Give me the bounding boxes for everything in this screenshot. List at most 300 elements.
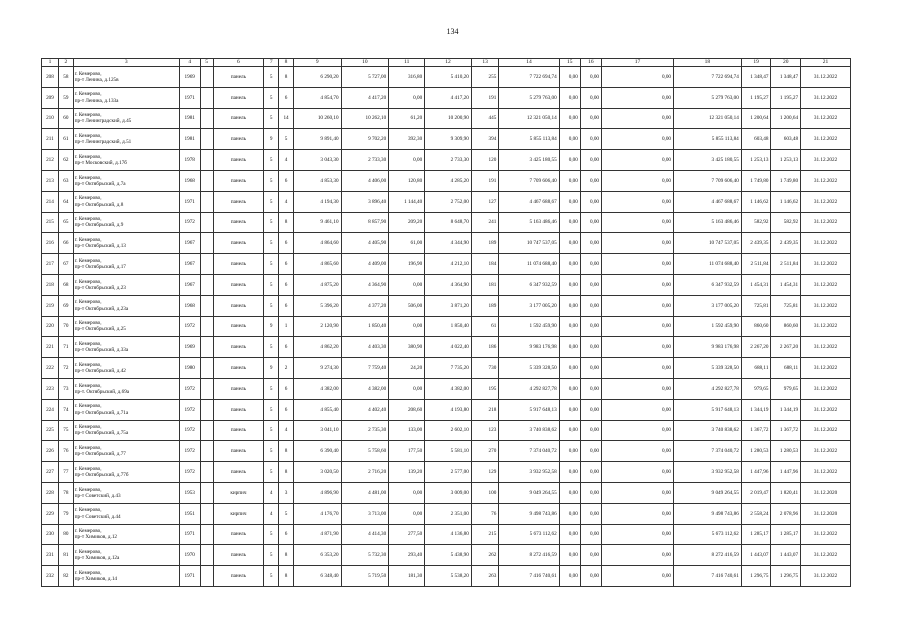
year-built-cell: 1972 xyxy=(179,441,200,462)
max-unit-cost-cell: 979,65 xyxy=(771,378,801,399)
residential-area-cell: 4 481,00 xyxy=(341,482,389,503)
total-area-cell: 4 875,20 xyxy=(293,274,341,295)
address-city: г. Кемерово, xyxy=(74,91,102,98)
row-index-cell: 231 xyxy=(42,545,59,566)
wall-material-cell: панель xyxy=(213,378,264,399)
max-unit-cost-cell: 1 280,53 xyxy=(771,441,801,462)
floors-cell: 5 xyxy=(264,441,279,462)
residential-area-cell: 4 382,00 xyxy=(341,378,389,399)
apartments-area-cell: 5 538,20 xyxy=(425,566,472,587)
column-number-header: 5 xyxy=(200,59,213,67)
total-cost-cell: 6 347 932,59 xyxy=(499,274,559,295)
wall-material-cell: панель xyxy=(213,295,264,316)
floors-cell: 5 xyxy=(264,191,279,212)
table-row xyxy=(42,399,851,420)
entrances-cell: 5 xyxy=(279,503,294,524)
address-street: пр-т Химиков, д.12а xyxy=(74,555,120,562)
residential-area-cell: 5 732,30 xyxy=(341,545,389,566)
nonresidential-area-cell: 0,00 xyxy=(389,503,425,524)
total-cost-cell: 5 673 112,62 xyxy=(499,524,559,545)
deadline-cell: 31.12.2022 xyxy=(801,566,851,587)
apartments-area-cell: 2 733,30 xyxy=(425,150,472,171)
deadline-cell: 31.12.2022 xyxy=(801,67,851,88)
row-index-cell: 213 xyxy=(42,170,59,191)
blank-column-cell xyxy=(200,191,213,212)
year-built-cell: 1972 xyxy=(179,462,200,483)
cost-local-cell: 0,00 xyxy=(602,441,674,462)
address-city: г. Кемерово, xyxy=(74,465,102,472)
wall-material-cell: панель xyxy=(213,441,264,462)
wall-material-cell: панель xyxy=(213,67,264,88)
max-unit-cost-cell: 1 749,80 xyxy=(771,170,801,191)
cost-local-cell: 0,00 xyxy=(602,295,674,316)
cost-owners-cell: 7 416 740,61 xyxy=(674,566,742,587)
address-cell xyxy=(73,274,179,295)
floors-cell: 5 xyxy=(264,254,279,275)
max-unit-cost-cell: 1 195,27 xyxy=(771,87,801,108)
column-number-header: 16 xyxy=(580,59,601,67)
residential-area-cell: 1 850,40 xyxy=(341,316,389,337)
apartments-area-cell: 2 351,00 xyxy=(425,503,472,524)
cost-regional-cell: 0,00 xyxy=(580,191,601,212)
wall-material-cell: панель xyxy=(213,358,264,379)
residents-cell: 263 xyxy=(471,566,499,587)
column-number-header: 18 xyxy=(674,59,742,67)
address-street: пр-т Ленинградский, д.45 xyxy=(74,118,132,125)
address-city: г. Кемерово, xyxy=(74,403,102,410)
row-index-cell: 214 xyxy=(42,191,59,212)
entrances-cell: 4 xyxy=(279,191,294,212)
address-city: г. Кемерово, xyxy=(74,528,102,535)
house-number-cell: 70 xyxy=(58,316,73,337)
table-row xyxy=(42,524,851,545)
cost-owners-cell: 5 855 113,84 xyxy=(674,129,742,150)
address-cell xyxy=(73,295,179,316)
cost-local-cell: 0,00 xyxy=(602,129,674,150)
entrances-cell: 6 xyxy=(279,170,294,191)
wall-material-cell: панель xyxy=(213,420,264,441)
table-row xyxy=(42,212,851,233)
blank-column-cell xyxy=(200,358,213,379)
entrances-cell: 6 xyxy=(279,274,294,295)
address-street: пр-т Октябрьский, д.25 xyxy=(74,326,126,333)
row-index-cell: 232 xyxy=(42,566,59,587)
house-number-cell: 62 xyxy=(58,150,73,171)
floors-cell: 5 xyxy=(264,170,279,191)
max-unit-cost-cell: 603,48 xyxy=(771,129,801,150)
year-built-cell: 1967 xyxy=(179,274,200,295)
floors-cell: 5 xyxy=(264,233,279,254)
residents-cell: 100 xyxy=(471,482,499,503)
total-cost-cell: 11 074 688,40 xyxy=(499,254,559,275)
row-index-cell: 212 xyxy=(42,150,59,171)
blank-column-cell xyxy=(200,378,213,399)
nonresidential-area-cell: 0,00 xyxy=(389,87,425,108)
nonresidential-area-cell: 120,80 xyxy=(389,170,425,191)
entrances-cell: 4 xyxy=(279,150,294,171)
column-number-header: 17 xyxy=(602,59,674,67)
deadline-cell: 31.12.2022 xyxy=(801,129,851,150)
wall-material-cell: панель xyxy=(213,212,264,233)
row-index-cell: 221 xyxy=(42,337,59,358)
cost-federal-cell: 0,00 xyxy=(559,67,580,88)
column-number-header: 14 xyxy=(499,59,559,67)
row-index-cell: 222 xyxy=(42,358,59,379)
address-city: г. Кемерово, xyxy=(74,112,102,119)
apartments-area-cell: 8 648,70 xyxy=(425,212,472,233)
year-built-cell: 1972 xyxy=(179,212,200,233)
cost-regional-cell: 0,00 xyxy=(580,129,601,150)
address-street: пр-т Октябрьский, д.33а xyxy=(74,347,129,354)
max-unit-cost-cell: 1 454,31 xyxy=(771,274,801,295)
blank-column-cell xyxy=(200,129,213,150)
residents-cell: 76 xyxy=(471,503,499,524)
house-number-cell: 67 xyxy=(58,254,73,275)
deadline-cell: 31.12.2022 xyxy=(801,170,851,191)
row-index-cell: 217 xyxy=(42,254,59,275)
row-index-cell: 209 xyxy=(42,87,59,108)
year-built-cell: 1971 xyxy=(179,524,200,545)
house-number-cell: 65 xyxy=(58,212,73,233)
cost-owners-cell: 7 722 694,74 xyxy=(674,67,742,88)
residents-cell: 191 xyxy=(471,87,499,108)
column-number-header: 9 xyxy=(293,59,341,67)
total-area-cell: 4 855,40 xyxy=(293,399,341,420)
table-row xyxy=(42,441,851,462)
floors-cell: 5 xyxy=(264,87,279,108)
year-built-cell: 1981 xyxy=(179,129,200,150)
wall-material-cell: панель xyxy=(213,233,264,254)
cost-federal-cell: 0,00 xyxy=(559,129,580,150)
cost-local-cell: 0,00 xyxy=(602,503,674,524)
column-number-header: 10 xyxy=(341,59,389,67)
cost-owners-cell: 5 917 648,13 xyxy=(674,399,742,420)
cost-local-cell: 0,00 xyxy=(602,545,674,566)
unit-cost-cell: 725,81 xyxy=(741,295,771,316)
unit-cost-cell: 1 367,72 xyxy=(741,420,771,441)
nonresidential-area-cell: 316,80 xyxy=(389,67,425,88)
row-index-cell: 230 xyxy=(42,524,59,545)
residential-area-cell: 3 713,00 xyxy=(341,503,389,524)
cost-local-cell: 0,00 xyxy=(602,566,674,587)
cost-federal-cell: 0,00 xyxy=(559,316,580,337)
cost-owners-cell: 7 709 606,40 xyxy=(674,170,742,191)
cost-owners-cell: 4 467 688,67 xyxy=(674,191,742,212)
wall-material-cell: панель xyxy=(213,191,264,212)
address-cell xyxy=(73,566,179,587)
floors-cell: 5 xyxy=(264,212,279,233)
address-city: г. Кемерово, xyxy=(74,153,102,160)
total-cost-cell: 5 163 486,46 xyxy=(499,212,559,233)
total-area-cell: 4 854,70 xyxy=(293,87,341,108)
row-index-cell: 220 xyxy=(42,316,59,337)
wall-material-cell: панель xyxy=(213,87,264,108)
floors-cell: 4 xyxy=(264,503,279,524)
unit-cost-cell: 603,48 xyxy=(741,129,771,150)
cost-owners-cell: 5 163 486,46 xyxy=(674,212,742,233)
address-cell xyxy=(73,441,179,462)
address-street: пр-т Советский, д.44 xyxy=(74,513,121,520)
total-cost-cell: 4 292 827,78 xyxy=(499,378,559,399)
nonresidential-area-cell: 0,00 xyxy=(389,274,425,295)
unit-cost-cell: 1 200,64 xyxy=(741,108,771,129)
cost-local-cell: 0,00 xyxy=(602,170,674,191)
table-row xyxy=(42,316,851,337)
total-cost-cell: 8 272 416,59 xyxy=(499,545,559,566)
apartments-area-cell: 4 382,00 xyxy=(425,378,472,399)
apartments-area-cell: 9 309,90 xyxy=(425,129,472,150)
entrances-cell: 6 xyxy=(279,254,294,275)
column-number-header: 11 xyxy=(389,59,425,67)
cost-regional-cell: 0,00 xyxy=(580,482,601,503)
nonresidential-area-cell: 61,00 xyxy=(389,233,425,254)
address-city: г. Кемерово, xyxy=(74,237,102,244)
total-area-cell: 6 348,40 xyxy=(293,566,341,587)
total-area-cell: 3 020,50 xyxy=(293,462,341,483)
address-cell xyxy=(73,316,179,337)
table-row xyxy=(42,337,851,358)
cost-owners-cell: 3 740 838,62 xyxy=(674,420,742,441)
table-row xyxy=(42,108,851,129)
table-row xyxy=(42,87,851,108)
total-area-cell: 10 260,10 xyxy=(293,108,341,129)
apartments-area-cell: 4 193,80 xyxy=(425,399,472,420)
total-cost-cell: 5 855 113,84 xyxy=(499,129,559,150)
cost-local-cell: 0,00 xyxy=(602,378,674,399)
total-area-cell: 4 896,90 xyxy=(293,482,341,503)
floors-cell: 5 xyxy=(264,108,279,129)
cost-regional-cell: 0,00 xyxy=(580,378,601,399)
deadline-cell: 31.12.2022 xyxy=(801,254,851,275)
blank-column-cell xyxy=(200,441,213,462)
entrances-cell: 8 xyxy=(279,441,294,462)
table-row xyxy=(42,420,851,441)
address-street: пр-т Октябрьский, д.8 xyxy=(74,201,124,208)
blank-column-cell xyxy=(200,150,213,171)
column-number-row xyxy=(42,59,851,67)
address-cell xyxy=(73,378,179,399)
blank-column-cell xyxy=(200,482,213,503)
table-row xyxy=(42,150,851,171)
table-row xyxy=(42,170,851,191)
residential-area-cell: 4 414,30 xyxy=(341,524,389,545)
entrances-cell: 8 xyxy=(279,67,294,88)
cost-federal-cell: 0,00 xyxy=(559,566,580,587)
apartments-area-cell: 2 752,00 xyxy=(425,191,472,212)
cost-federal-cell: 0,00 xyxy=(559,212,580,233)
blank-column-cell xyxy=(200,108,213,129)
total-cost-cell: 3 177 005,20 xyxy=(499,295,559,316)
blank-column-cell xyxy=(200,503,213,524)
cost-regional-cell: 0,00 xyxy=(580,462,601,483)
address-cell xyxy=(73,462,179,483)
residential-area-cell: 4 403,30 xyxy=(341,337,389,358)
cost-local-cell: 0,00 xyxy=(602,108,674,129)
floors-cell: 5 xyxy=(264,295,279,316)
year-built-cell: 1971 xyxy=(179,566,200,587)
cost-federal-cell: 0,00 xyxy=(559,524,580,545)
floors-cell: 5 xyxy=(264,274,279,295)
residents-cell: 394 xyxy=(471,129,499,150)
residents-cell: 120 xyxy=(471,150,499,171)
nonresidential-area-cell: 277,50 xyxy=(389,524,425,545)
year-built-cell: 1978 xyxy=(179,150,200,171)
deadline-cell: 31.12.2022 xyxy=(801,420,851,441)
house-number-cell: 66 xyxy=(58,233,73,254)
cost-owners-cell: 1 592 459,90 xyxy=(674,316,742,337)
cost-regional-cell: 0,00 xyxy=(580,274,601,295)
cost-owners-cell: 4 292 827,78 xyxy=(674,378,742,399)
address-city: г. Кемерово, xyxy=(74,549,102,556)
residential-area-cell: 4 417,20 xyxy=(341,87,389,108)
table-row xyxy=(42,482,851,503)
housing-registry-table xyxy=(41,58,851,587)
floors-cell: 9 xyxy=(264,129,279,150)
table-row xyxy=(42,67,851,88)
cost-federal-cell: 0,00 xyxy=(559,295,580,316)
address-street: пр-т Октябрьский, д.77б xyxy=(74,472,129,479)
entrances-cell: 6 xyxy=(279,399,294,420)
total-cost-cell: 7 709 606,40 xyxy=(499,170,559,191)
address-cell xyxy=(73,150,179,171)
house-number-cell: 59 xyxy=(58,87,73,108)
residential-area-cell: 2 733,30 xyxy=(341,150,389,171)
total-area-cell: 4 194,30 xyxy=(293,191,341,212)
total-cost-cell: 7 374 040,72 xyxy=(499,441,559,462)
residents-cell: 255 xyxy=(471,67,499,88)
table-row xyxy=(42,233,851,254)
address-street: пр-т Октябрьский, д.23 xyxy=(74,284,126,291)
residents-cell: 262 xyxy=(471,545,499,566)
cost-regional-cell: 0,00 xyxy=(580,524,601,545)
nonresidential-area-cell: 380,90 xyxy=(389,337,425,358)
address-street: пр-т Октябрьский, д.23а xyxy=(74,305,129,312)
max-unit-cost-cell: 1 200,64 xyxy=(771,108,801,129)
nonresidential-area-cell: 177,50 xyxy=(389,441,425,462)
max-unit-cost-cell: 1 296,75 xyxy=(771,566,801,587)
total-cost-cell: 5 917 648,13 xyxy=(499,399,559,420)
cost-regional-cell: 0,00 xyxy=(580,212,601,233)
nonresidential-area-cell: 24,20 xyxy=(389,358,425,379)
deadline-cell: 31.12.2022 xyxy=(801,337,851,358)
row-index-cell: 227 xyxy=(42,462,59,483)
total-area-cell: 9 461,10 xyxy=(293,212,341,233)
max-unit-cost-cell: 1 367,72 xyxy=(771,420,801,441)
cost-federal-cell: 0,00 xyxy=(559,274,580,295)
deadline-cell: 31.12.2022 xyxy=(801,233,851,254)
cost-regional-cell: 0,00 xyxy=(580,170,601,191)
year-built-cell: 1972 xyxy=(179,316,200,337)
blank-column-cell xyxy=(200,67,213,88)
entrances-cell: 6 xyxy=(279,233,294,254)
total-area-cell: 4 862,20 xyxy=(293,337,341,358)
floors-cell: 4 xyxy=(264,482,279,503)
apartments-area-cell: 4 022,40 xyxy=(425,337,472,358)
apartments-area-cell: 4 364,90 xyxy=(425,274,472,295)
address-cell xyxy=(73,358,179,379)
apartments-area-cell: 5 410,20 xyxy=(425,67,472,88)
wall-material-cell: панель xyxy=(213,566,264,587)
cost-regional-cell: 0,00 xyxy=(580,337,601,358)
cost-regional-cell: 0,00 xyxy=(580,87,601,108)
unit-cost-cell: 582,92 xyxy=(741,212,771,233)
house-number-cell: 79 xyxy=(58,503,73,524)
row-index-cell: 225 xyxy=(42,420,59,441)
year-built-cell: 1968 xyxy=(179,295,200,316)
deadline-cell: 31.12.2022 xyxy=(801,441,851,462)
total-cost-cell: 3 740 838,62 xyxy=(499,420,559,441)
unit-cost-cell: 1 348,47 xyxy=(741,67,771,88)
apartments-area-cell: 2 602,10 xyxy=(425,420,472,441)
nonresidential-area-cell: 139,20 xyxy=(389,462,425,483)
address-street: пр-т Октябрьский, д.77 xyxy=(74,451,126,458)
nonresidential-area-cell: 209,20 xyxy=(389,212,425,233)
entrances-cell: 6 xyxy=(279,87,294,108)
total-area-cell: 4 871,90 xyxy=(293,524,341,545)
total-area-cell: 6 290,20 xyxy=(293,67,341,88)
nonresidential-area-cell: 1 144,40 xyxy=(389,191,425,212)
house-number-cell: 72 xyxy=(58,358,73,379)
residents-cell: 189 xyxy=(471,295,499,316)
nonresidential-area-cell: 0,00 xyxy=(389,316,425,337)
table-row xyxy=(42,191,851,212)
total-area-cell: 6 353,20 xyxy=(293,545,341,566)
cost-local-cell: 0,00 xyxy=(602,420,674,441)
address-city: г. Кемерово, xyxy=(74,382,102,389)
year-built-cell: 1951 xyxy=(179,503,200,524)
residential-area-cell: 5 758,60 xyxy=(341,441,389,462)
year-built-cell: 1971 xyxy=(179,87,200,108)
entrances-cell: 6 xyxy=(279,524,294,545)
max-unit-cost-cell: 1 285,17 xyxy=(771,524,801,545)
house-number-cell: 74 xyxy=(58,399,73,420)
max-unit-cost-cell: 1 820,41 xyxy=(771,482,801,503)
residents-cell: 241 xyxy=(471,212,499,233)
cost-federal-cell: 0,00 xyxy=(559,399,580,420)
wall-material-cell: панель xyxy=(213,545,264,566)
nonresidential-area-cell: 0,00 xyxy=(389,482,425,503)
cost-federal-cell: 0,00 xyxy=(559,378,580,399)
house-number-cell: 82 xyxy=(58,566,73,587)
apartments-area-cell: 5 438,90 xyxy=(425,545,472,566)
deadline-cell: 31.12.2022 xyxy=(801,399,851,420)
blank-column-cell xyxy=(200,212,213,233)
house-number-cell: 60 xyxy=(58,108,73,129)
row-index-cell: 215 xyxy=(42,212,59,233)
house-number-cell: 81 xyxy=(58,545,73,566)
deadline-cell: 31.12.2022 xyxy=(801,87,851,108)
address-cell xyxy=(73,545,179,566)
blank-column-cell xyxy=(200,566,213,587)
unit-cost-cell: 1 146,62 xyxy=(741,191,771,212)
column-number-header: 4 xyxy=(179,59,200,67)
address-street: пр-т Химиков, д.14 xyxy=(74,576,118,583)
blank-column-cell xyxy=(200,316,213,337)
address-street: пр-т. Октябрьский, д.69а xyxy=(74,388,130,395)
max-unit-cost-cell: 1 253,13 xyxy=(771,150,801,171)
year-built-cell: 1967 xyxy=(179,233,200,254)
address-street: пр-т Советский, д.43 xyxy=(74,492,121,499)
unit-cost-cell: 1 443,07 xyxy=(741,545,771,566)
max-unit-cost-cell: 2 511,84 xyxy=(771,254,801,275)
address-street: пр-т Ленина, д.133а xyxy=(74,97,119,104)
cost-federal-cell: 0,00 xyxy=(559,441,580,462)
wall-material-cell: кирпич xyxy=(213,503,264,524)
cost-regional-cell: 0,00 xyxy=(580,295,601,316)
cost-regional-cell: 0,00 xyxy=(580,254,601,275)
address-street: пр-т Химиков, д.12 xyxy=(74,534,118,541)
row-index-cell: 218 xyxy=(42,274,59,295)
